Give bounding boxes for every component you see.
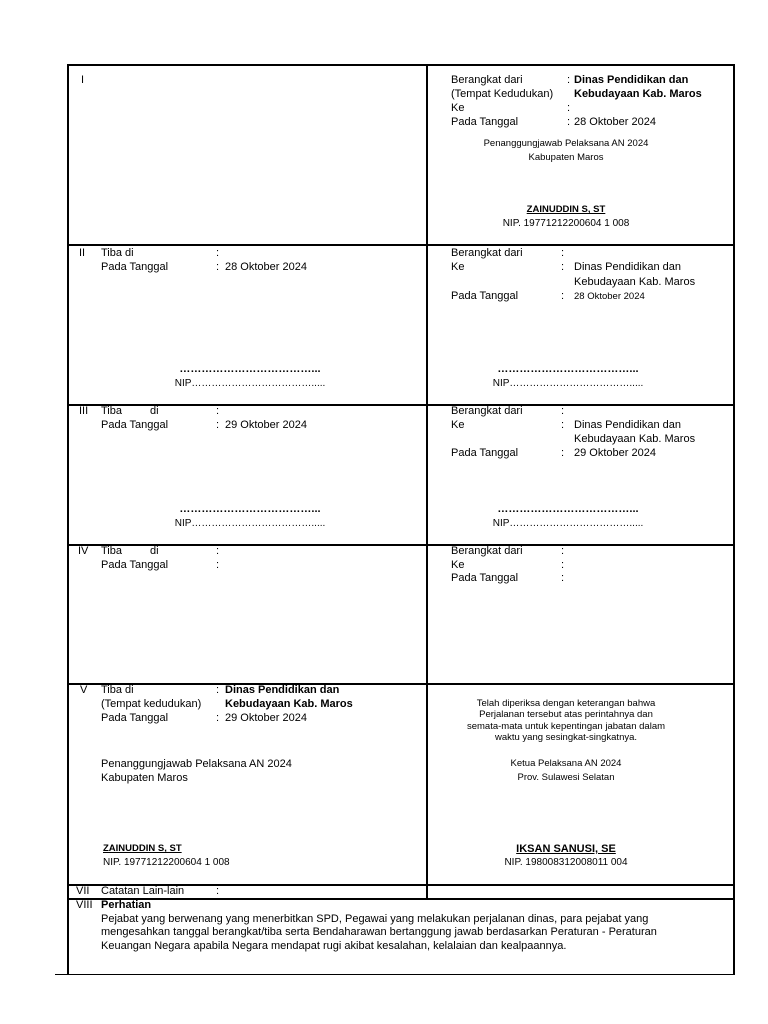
signature-line: ………………………………... — [179, 503, 321, 515]
signer-name: ZAINUDDIN S, ST — [103, 843, 182, 854]
border-top — [67, 64, 735, 66]
colon: : — [561, 290, 565, 302]
signer-nip: NIP. 19771212200604 1 008 — [103, 857, 230, 868]
label-tiba-di: Tiba di — [101, 247, 134, 259]
roman-numeral: II — [79, 247, 86, 259]
label-tempat-kedudukan: (Tempat kedudukan) — [101, 698, 202, 710]
label-berangkat-dari: Berangkat dari — [451, 405, 523, 417]
colon: : — [567, 102, 571, 114]
tanggal-value: 28 Oktober 2024 — [574, 116, 656, 128]
label-di: di — [150, 545, 159, 557]
tiba-tanggal-value: 29 Oktober 2024 — [225, 419, 307, 431]
colon: : — [561, 261, 565, 273]
berangkat-tanggal-value: 29 Oktober 2024 — [574, 447, 656, 459]
label-tiba-di: Tiba di — [101, 684, 134, 696]
row-divider-5 — [67, 683, 735, 685]
roman-numeral: V — [80, 684, 88, 696]
row-divider-8 — [67, 898, 735, 900]
chairman-title: Ketua Pelaksana AN 2024 — [510, 758, 622, 769]
verification-note: waktu yang sesingkat-singkatnya. — [494, 732, 638, 743]
row-divider-3 — [67, 404, 735, 406]
signature-line: ………………………………... — [497, 503, 639, 515]
row-divider-2 — [67, 244, 735, 246]
label-berangkat-dari: Berangkat dari — [451, 247, 523, 259]
colon: : — [216, 712, 220, 724]
verification-note: Telah diperiksa dengan keterangan bahwa — [476, 698, 656, 709]
perhatian-text: mengesahkan tanggal berangkat/tiba serta Bendaharawan bertanggung jawab berdasarkan Peraturan - Peraturan — [101, 926, 657, 938]
label-berangkat-dari: Berangkat dari — [451, 74, 523, 86]
chairman-office: Prov. Sulawesi Selatan — [517, 772, 615, 783]
roman-numeral: I — [81, 74, 85, 86]
bottom-line — [55, 974, 735, 975]
verification-note: semata-mata untuk kepentingan jabatan dalam — [466, 721, 666, 732]
signature-line: ………………………………... — [497, 363, 639, 375]
perhatian-heading: Perhatian — [101, 899, 152, 911]
label-pada-tanggal: Pada Tanggal — [451, 116, 519, 128]
tiba-di-value-2: Kebudayaan Kab. Maros — [225, 698, 353, 710]
colon: : — [567, 74, 571, 86]
roman-numeral: III — [79, 405, 89, 417]
label-tiba: Tiba — [101, 405, 122, 417]
roman-numeral: VII — [76, 885, 90, 897]
perhatian-text: Keuangan Negara apabila Negara mendapat rugi akibat kesalahan, kelalaian dan kealpaannya. — [101, 940, 567, 952]
colon: : — [216, 684, 220, 696]
label-berangkat-dari: Berangkat dari — [451, 545, 523, 557]
colon: : — [216, 545, 220, 557]
tanggal-value: 29 Oktober 2024 — [225, 712, 307, 724]
colon: : — [216, 405, 220, 417]
border-left — [67, 64, 69, 975]
row-divider-4 — [67, 544, 735, 546]
signer-nip: NIP. 19771212200604 1 008 — [502, 218, 630, 229]
nip-line: NIP………………………………..... — [174, 518, 326, 529]
ke-value-2: Kebudayaan Kab. Maros — [574, 433, 696, 445]
signature-line: ………………………………... — [179, 363, 321, 375]
nip-line: NIP………………………………..... — [492, 518, 644, 529]
signer-office: Kabupaten Maros — [101, 772, 188, 784]
perhatian-text: Pejabat yang berwenang yang menerbitkan SPD, Pegawai yang melakukan perjalanan dinas, para pejabat yang — [101, 913, 649, 925]
label-ke: Ke — [451, 102, 465, 114]
nip-line: NIP………………………………..... — [492, 378, 644, 389]
roman-numeral: IV — [78, 545, 89, 557]
colon: : — [216, 559, 220, 571]
colon: : — [561, 419, 565, 431]
ke-value: Dinas Pendidikan dan — [574, 261, 682, 273]
label-pada-tanggal: Pada Tanggal — [451, 447, 519, 459]
colon: : — [561, 405, 565, 417]
verification-note: Perjalanan tersebut atas perintahnya dan — [479, 709, 653, 720]
berangkat-tanggal-value: 28 Oktober 2024 — [574, 291, 645, 302]
colon: : — [216, 885, 220, 897]
label-pada-tanggal: Pada Tanggal — [451, 290, 519, 302]
signer-title: Penanggungjawab Pelaksana AN 2024 — [483, 138, 649, 149]
colon: : — [216, 419, 220, 431]
berangkat-dari-value-2: Kebudayaan Kab. Maros — [574, 88, 702, 100]
colon: : — [561, 247, 565, 259]
label-pada-tanggal: Pada Tanggal — [101, 419, 169, 431]
colon: : — [561, 559, 565, 571]
label-pada-tanggal: Pada Tanggal — [101, 712, 169, 724]
signer-name: ZAINUDDIN S, ST — [526, 204, 606, 215]
border-right — [733, 64, 735, 975]
roman-numeral: VIII — [76, 899, 93, 911]
colon: : — [216, 261, 220, 273]
label-pada-tanggal: Pada Tanggal — [101, 559, 169, 571]
label-ke: Ke — [451, 559, 465, 571]
label-di: di — [150, 405, 159, 417]
label-ke: Ke — [451, 419, 465, 431]
signer-title: Penanggungjawab Pelaksana AN 2024 — [101, 758, 292, 770]
colon: : — [567, 116, 571, 128]
label-tiba: Tiba — [101, 545, 122, 557]
label-catatan: Catatan Lain-lain — [101, 885, 185, 897]
ke-value: Dinas Pendidikan dan — [574, 419, 682, 431]
label-pada-tanggal: Pada Tanggal — [451, 572, 519, 584]
label-pada-tanggal: Pada Tanggal — [101, 261, 169, 273]
ke-value-2: Kebudayaan Kab. Maros — [574, 276, 696, 288]
berangkat-dari-value: Dinas Pendidikan dan — [574, 74, 689, 86]
colon: : — [561, 447, 565, 459]
colon: : — [561, 545, 565, 557]
tiba-tanggal-value: 28 Oktober 2024 — [225, 261, 307, 273]
nip-line: NIP………………………………..... — [174, 378, 326, 389]
chairman-name: IKSAN SANUSI, SE — [516, 843, 616, 855]
label-tempat-kedudukan: (Tempat Kedudukan) — [451, 88, 554, 100]
chairman-nip: NIP. 198008312008011 004 — [504, 857, 628, 868]
colon: : — [561, 572, 565, 584]
tiba-di-value: Dinas Pendidikan dan — [225, 684, 340, 696]
label-ke: Ke — [451, 261, 465, 273]
signer-office: Kabupaten Maros — [528, 152, 604, 163]
colon: : — [216, 247, 220, 259]
